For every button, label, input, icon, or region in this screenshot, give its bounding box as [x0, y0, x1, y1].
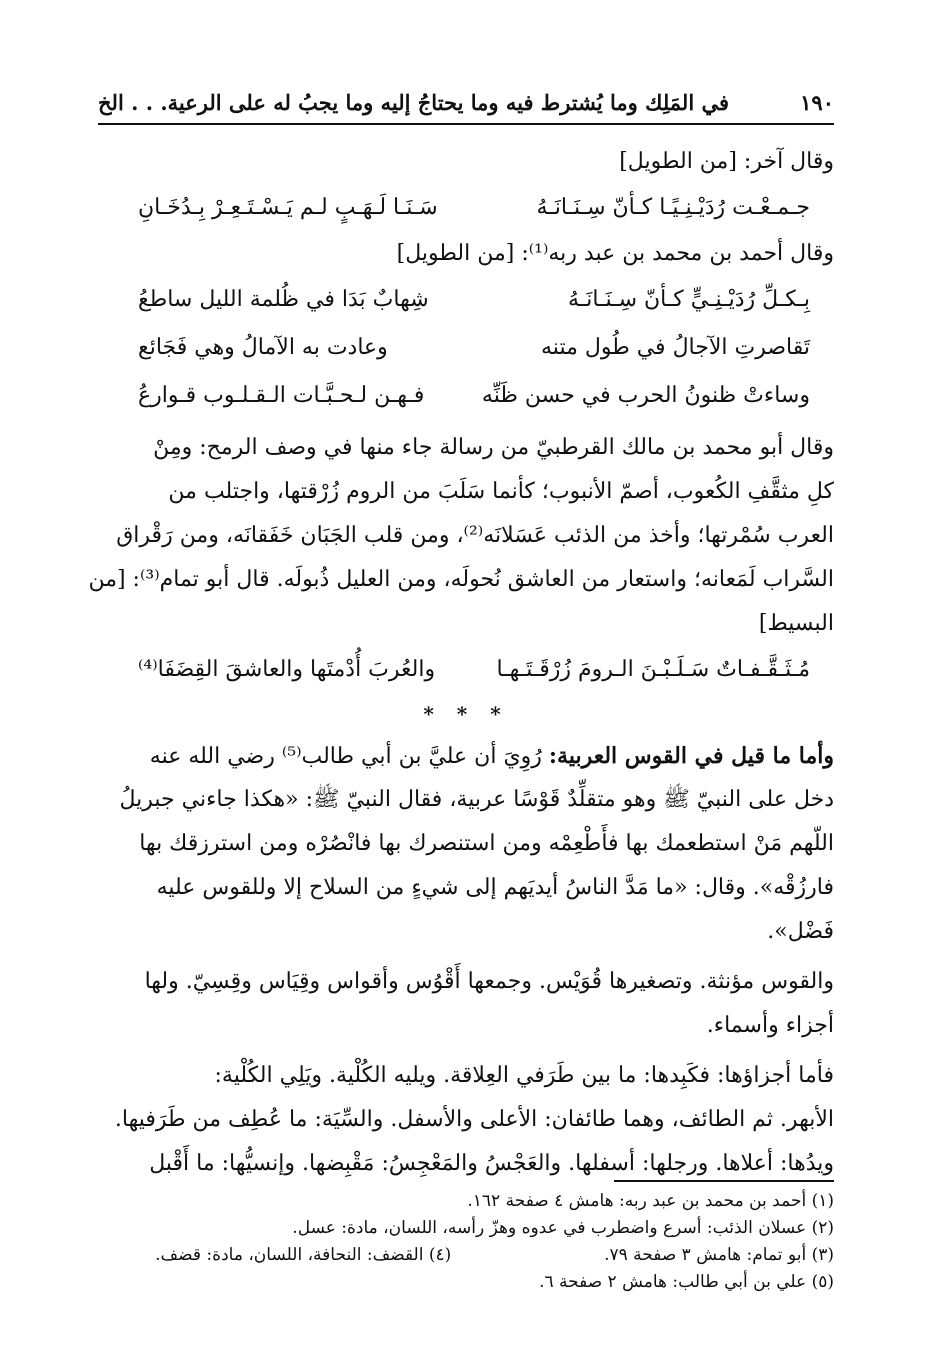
verse-first-hemistich: وساءتْ ظنونُ الحرب في حسن ظَنِّه — [481, 383, 810, 408]
section-divider: * * * — [423, 702, 509, 726]
footnote: (٤) القضف: النحافة، اللسان، مادة: قضف. — [155, 1245, 452, 1265]
page-number: ١٩٠ — [800, 89, 834, 115]
verse-second-hemistich: فـهـن لـحـبَّـات الـقـلـوب قـوارعُ — [138, 383, 425, 408]
footnotes — [98, 1188, 834, 1296]
text-line: ويدُها: أعلاها. ورجلها: أسفلها. والعَجْسُ والمَعْجِسُ: مَقْبِضها. وإنسيُّها: ما أَقْبل — [149, 1151, 834, 1176]
text-line: الأبهر. ثم الطائف، وهما طائفان: الأعلى والأسفل. والسِّيَة: ما عُطِف من طَرَفيها. — [114, 1107, 834, 1132]
text-line: فأما أجزاؤها: فكَبِدها: ما بين طَرَفي العِلاقة. ويليه الكُلْية. ويَلِي الكُلْية: — [214, 1063, 834, 1088]
paragraph — [98, 1054, 834, 1186]
paragraph — [98, 734, 834, 954]
text-line: وقال أبو محمد بن مالك القرطبيّ من رسالة جاء منها في وصف الرمح: ومِنْ — [153, 435, 834, 460]
text-line: أجزاء وأسماء. — [706, 1013, 834, 1038]
footnote-row — [98, 1242, 834, 1269]
verse-second-hemistich: سَـنَـا لَـهَـبٍ لـم يَـسْـتَـعِـرْ بِـدُخَـانِ — [138, 195, 438, 220]
verse-line — [98, 646, 834, 694]
verse-first-hemistich: تَقاصرتِ الآجالُ في طُول متنه — [541, 335, 810, 360]
text-line: كلِ مثقَّفِ الكُعوب، أصمّ الأنبوب؛ كأنما سَلَبَ من الروم زُرْقتها، واجتلب من — [168, 479, 834, 504]
poem-intro: وقال آخر: [من الطويل] — [619, 149, 834, 174]
verse-line — [98, 184, 834, 232]
verse-first-hemistich: بِـكـلِّ رُدَيْـنِـيٍّ كـأنّ سِـنَـانَـهُ — [567, 287, 810, 312]
text-line: السَّراب لَمَعانه؛ واستعار من العاشق نُحولَه، ومن العليل ذُبولَه. قال أبو تمام⁽³⁾: [من — [88, 567, 834, 592]
verse-second-hemistich: شِهابٌ بَدَا في ظُلمة الليل ساطعُ — [138, 287, 429, 312]
text-line: العرب سُمْرتها؛ وأخذ من الذئب عَسَلانَه⁽²⁾، ومن قلب الجَبَان خَفَقانَه، ومن رَقْراق — [116, 523, 834, 548]
paragraph — [98, 960, 834, 1048]
footnote: (١) أحمد بن محمد بن عبد ربه: هامش ٤ صفحة ١٦٢. — [467, 1191, 834, 1211]
footnote: (٢) عسلان الذئب: أسرع واضطرب في عدوه وهزّ رأسه، اللسان، مادة: عسل. — [292, 1218, 834, 1238]
text-line: فَضْل». — [767, 919, 834, 944]
verse-first-hemistich: مُـثَـقَّـفـاتٌ سَـلَـبْـنَ الـرومَ زُرْقَـتَـهـا — [496, 657, 810, 682]
verse-line — [98, 372, 834, 420]
footnote: (٥) علي بن أبي طالب: هامش ٢ صفحة ٦. — [539, 1272, 834, 1292]
main-text — [88, 140, 834, 1186]
text-line: اللّهم مَنْ استطعمك بها فأَطْعِمْه ومن استنصرك بها فانْصُرْه ومن استرزقك بها — [139, 831, 834, 856]
text-run: رُوِيَ أن عليَّ بن أبي طالب⁽⁵⁾ رضي الله عنه — [149, 744, 549, 769]
section-heading: وأما ما قيل في القوس العربية: — [548, 743, 834, 769]
running-title: في المَلِك وما يُشترط فيه وما يحتاجُ إليه وما يجبُ له على الرعية. . . الخ — [98, 89, 730, 115]
verse-second-hemistich: وعادت به الآمالُ وهي فَجَائع — [138, 335, 388, 360]
text-line: دخل على النبيّ ﷺ وهو متقلِّدٌ قَوْسًا عربية، فقال النبيّ ﷺ: «هكذا جاءني جبريلُ — [119, 787, 834, 812]
verse-line — [98, 324, 834, 372]
header-rule — [98, 123, 834, 125]
footnote-rule — [614, 1180, 834, 1182]
text-line: فارزُقْه». وقال: «ما مَدَّ الناسُ أيديَهم إلى شيءٍ من السلاح إلا وللقوس عليه — [156, 875, 834, 900]
footnote: (٣) أبو تمام: هامش ٣ صفحة ٧٩. — [604, 1245, 834, 1265]
verse-second-hemistich: والعُربَ أُدْمتَها والعاشقَ القِضَفَا⁽⁴⁾ — [138, 657, 436, 682]
text-line: البسيط] — [758, 611, 834, 636]
verse-line — [98, 276, 834, 324]
text-line: والقوس مؤنثة. وتصغيرها قُوَيْس. وجمعها أَقْوُس وأقواس وقِيَاس وقِسِيّ. ولها — [144, 969, 834, 994]
verse-first-hemistich: جـمـعْـت رُدَيْـنِـيًـا كـأنّ سِـنَـانَـهُ — [536, 195, 810, 220]
text-line — [98, 734, 834, 778]
running-header — [98, 84, 834, 120]
poem-intro: وقال أحمد بن محمد بن عبد ربه⁽¹⁾: [من الطويل] — [396, 241, 834, 266]
paragraph — [88, 426, 834, 646]
